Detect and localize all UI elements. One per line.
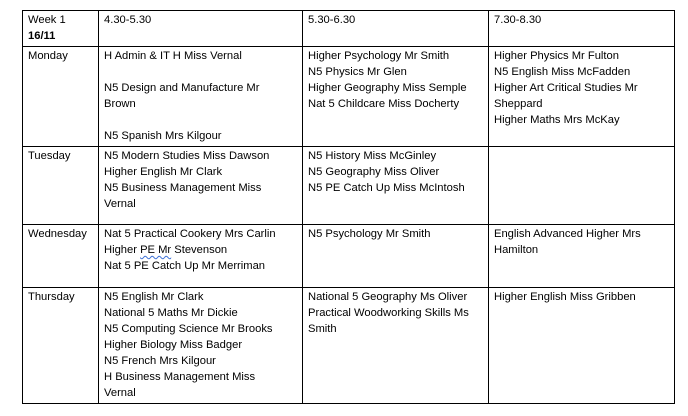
class-entry: N5 French Mrs Kilgour: [104, 355, 216, 367]
class-entry: National 5 Maths Mr Dickie: [104, 307, 238, 319]
slot-cell: [489, 47, 675, 147]
class-entry: Hamilton: [494, 244, 539, 256]
class-entry: Vernal: [104, 198, 136, 210]
week-date: 16/11: [28, 30, 56, 42]
class-entry: N5 English Mr Clark: [104, 291, 204, 303]
class-entry: N5 Spanish Mrs Kilgour: [104, 130, 222, 142]
class-entry: Higher Maths Mrs McKay: [494, 114, 620, 126]
slot-header-3: 7.30-8.30: [489, 11, 675, 47]
class-entry: N5 History Miss McGinley: [308, 150, 437, 162]
line-gap: [104, 112, 297, 128]
class-entry: Nat 5 PE Catch Up Mr Merriman: [104, 260, 266, 272]
class-entry: Vernal: [104, 387, 136, 399]
day-label: Wednesday: [23, 225, 99, 288]
class-entry: Sheppard: [494, 98, 543, 110]
slot-header-2: 5.30-6.30: [303, 11, 489, 47]
class-entry: H Admin & IT H Miss Vernal: [104, 50, 242, 62]
class-entry: Higher Physics Mr Fulton: [494, 50, 619, 62]
slot-cell: [303, 47, 489, 147]
class-entry: N5 Business Management Miss: [104, 182, 262, 194]
slot-header-1: 4.30-5.30: [99, 11, 303, 47]
slot-cell: [489, 288, 675, 404]
line-gap: [104, 64, 297, 80]
slot-cell: [99, 147, 303, 225]
class-entry: Higher Psychology Mr Smith: [308, 50, 450, 62]
class-entry: N5 Design and Manufacture Mr: [104, 82, 260, 94]
class-entry: Practical Woodworking Skills Ms: [308, 307, 469, 319]
class-entry: Higher Art Critical Studies Mr: [494, 82, 638, 94]
day-row-monday: [23, 47, 675, 147]
class-entry: National 5 Geography Ms Oliver: [308, 291, 468, 303]
slot-cell: [489, 225, 675, 288]
class-entry: Smith: [308, 323, 337, 335]
day-label: Tuesday: [23, 147, 99, 225]
slot-cell: [99, 225, 303, 288]
class-entry: N5 English Miss McFadden: [494, 66, 631, 78]
day-row-thursday: [23, 288, 675, 404]
slot-cell: [99, 288, 303, 404]
day-label: Thursday: [23, 288, 99, 404]
slot-cell: [99, 47, 303, 147]
slot-cell: [303, 288, 489, 404]
class-entry: N5 Psychology Mr Smith: [308, 228, 431, 240]
timetable: [22, 10, 675, 404]
slot-cell: [303, 147, 489, 225]
class-entry: Higher Biology Miss Badger: [104, 339, 243, 351]
class-entry: N5 Physics Mr Glen: [308, 66, 407, 78]
class-entry: Nat 5 Childcare Miss Docherty: [308, 98, 460, 110]
class-entry: N5 Modern Studies Miss Dawson: [104, 150, 270, 162]
day-row-tuesday: [23, 147, 675, 225]
slot-cell: [303, 225, 489, 288]
day-row-wednesday: [23, 225, 675, 288]
class-entry: H Business Management Miss: [104, 371, 256, 383]
slot-cell: [489, 147, 675, 225]
week-cell: [23, 11, 99, 47]
class-entry: Higher English Miss Gribben: [494, 291, 636, 303]
class-entry: Higher English Mr Clark: [104, 166, 223, 178]
week-label: Week 1: [28, 14, 66, 26]
day-label: Monday: [23, 47, 99, 147]
class-entry: Higher Geography Miss Semple: [308, 82, 467, 94]
class-entry: Higher PE Mr Stevenson: [104, 244, 228, 256]
class-entry: N5 Computing Science Mr Brooks: [104, 323, 273, 335]
class-entry: N5 Geography Miss Oliver: [308, 166, 440, 178]
class-entry: N5 PE Catch Up Miss McIntosh: [308, 182, 465, 194]
header-row: [23, 11, 675, 47]
class-entry: English Advanced Higher Mrs: [494, 228, 641, 240]
class-entry: Nat 5 Practical Cookery Mrs Carlin: [104, 228, 276, 240]
class-entry: Brown: [104, 98, 136, 110]
